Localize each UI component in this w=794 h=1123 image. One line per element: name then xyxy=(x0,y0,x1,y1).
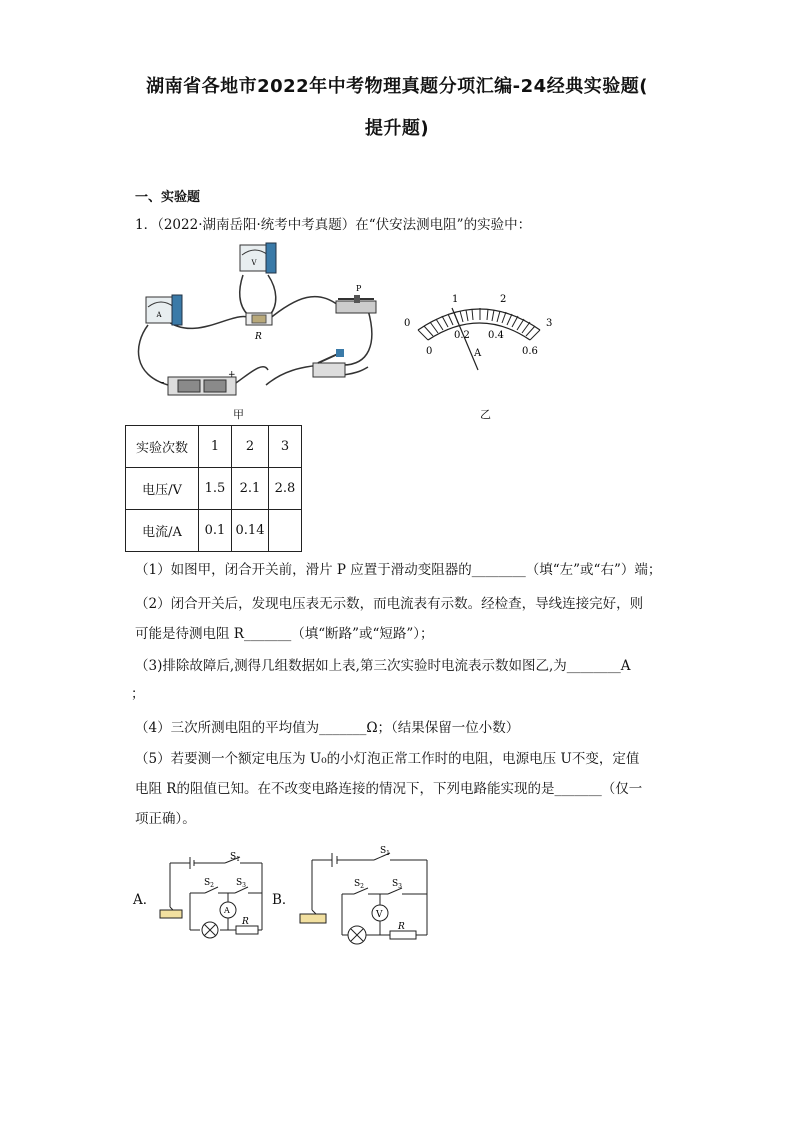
table-row xyxy=(126,510,302,552)
table-row xyxy=(126,426,302,468)
option-a-r-label: R xyxy=(242,917,249,927)
wire xyxy=(343,367,368,375)
page-title-line2: 提升题) xyxy=(364,118,430,139)
question-1-5c: 项正确）。 xyxy=(135,811,196,827)
dial-top-0: 0 xyxy=(404,318,411,329)
question-1-intro: 1．（2022·湖南岳阳·统考中考真题）在“伏安法测电阻”的实验中： xyxy=(135,217,532,233)
dial-bottom-3: 0.6 xyxy=(522,346,538,357)
wire xyxy=(240,275,248,315)
data-table xyxy=(125,425,302,552)
dial-unit-a: A xyxy=(474,348,482,359)
table-cell: 0.1 xyxy=(199,510,232,552)
question-1-3b: ； xyxy=(131,686,145,702)
option-b-label: B． xyxy=(272,892,296,908)
wire xyxy=(268,275,276,315)
dial-bottom-2: 0.4 xyxy=(488,330,504,341)
resistor-label: R xyxy=(255,332,262,342)
table-cell xyxy=(269,510,302,552)
slider-p-label: P xyxy=(356,284,362,293)
battery-minus: – xyxy=(160,378,165,388)
option-b-voltmeter-label: V xyxy=(376,910,383,920)
option-a-s1: $S_1$ xyxy=(230,852,240,863)
dial-top-3: 3 xyxy=(546,318,553,329)
dial-bottom-0: 0 xyxy=(426,346,433,357)
dial-top-2: 2 xyxy=(500,294,507,305)
figure-label-jia: 甲 xyxy=(233,408,244,421)
option-a-ammeter-label: A xyxy=(224,906,230,915)
battery-pack xyxy=(160,370,236,395)
section-heading: 一、实验题 xyxy=(135,190,201,205)
question-1-3a: （3)排除故障后,测得几组数据如上表,第三次实验时电流表示数如图乙,为________A xyxy=(135,658,631,674)
question-1-5b: 电阻 R的阻值已知。在不改变电路连接的情况下，下列电路能实现的是_______（仅一 xyxy=(135,781,643,797)
option-b-s3: $S_3$ xyxy=(392,879,402,890)
voltmeter xyxy=(240,243,276,273)
question-1-5a: （5）若要测一个额定电压为 U₀的小灯泡正常工作时的电阻，电源电压 U不变，定值 xyxy=(135,751,640,767)
resistor-r xyxy=(246,313,272,342)
table-cell: 0.14 xyxy=(232,510,269,552)
question-1-2b: 可能是待测电阻 R_______（填“断路”或“短路”）； xyxy=(135,626,434,642)
option-b-circuit xyxy=(292,838,437,948)
option-a-circuit xyxy=(150,845,270,940)
table-row xyxy=(126,468,302,510)
table-cell: 电流/A xyxy=(126,510,199,552)
ammeter xyxy=(146,295,182,325)
table-cell: 2.1 xyxy=(232,468,269,510)
figure-label-yi: 乙 xyxy=(480,408,491,421)
wire xyxy=(233,367,268,385)
dial-bottom-1: 0.2 xyxy=(454,330,470,341)
battery-plus: + xyxy=(228,370,236,380)
question-1-1: （1）如图甲，闭合开关前，滑片 P 应置于滑动变阻器的________（填“左”或“右”）端； xyxy=(135,562,662,578)
page-title-line1: 湖南省各地市2022年中考物理真题分项汇编-24经典实验题( xyxy=(146,76,648,97)
table-cell: 2.8 xyxy=(269,468,302,510)
table-cell: 1.5 xyxy=(199,468,232,510)
table-header-cell: 实验次数 xyxy=(126,426,199,468)
option-b-s2: $S_2$ xyxy=(354,879,364,890)
switch xyxy=(313,349,345,377)
table-cell: 电压/V xyxy=(126,468,199,510)
option-b-r-label: R xyxy=(398,922,405,932)
rheostat xyxy=(336,284,376,313)
dial-top-1: 1 xyxy=(452,294,459,305)
option-a-s3: $S_3$ xyxy=(236,878,246,889)
option-a-label: A． xyxy=(133,892,157,908)
ammeter-label: A xyxy=(156,311,162,319)
wire xyxy=(268,297,338,320)
option-b-s1: $S_1$ xyxy=(380,846,390,857)
option-a-s2: $S_2$ xyxy=(204,878,214,889)
ammeter-dial-yi xyxy=(400,288,570,388)
table-header-cell: 3 xyxy=(269,426,302,468)
wire xyxy=(138,325,168,385)
table-header-cell: 2 xyxy=(232,426,269,468)
question-1-2a: （2）闭合开关后，发现电压表无示数，而电流表有示数。经检查，导线连接完好，则 xyxy=(135,596,644,612)
question-1-4: （4）三次所测电阻的平均值为_______Ω；（结果保留一位小数） xyxy=(135,720,520,736)
table-header-cell: 1 xyxy=(199,426,232,468)
voltmeter-label: V xyxy=(251,259,257,267)
circuit-figure-jia xyxy=(128,235,378,410)
